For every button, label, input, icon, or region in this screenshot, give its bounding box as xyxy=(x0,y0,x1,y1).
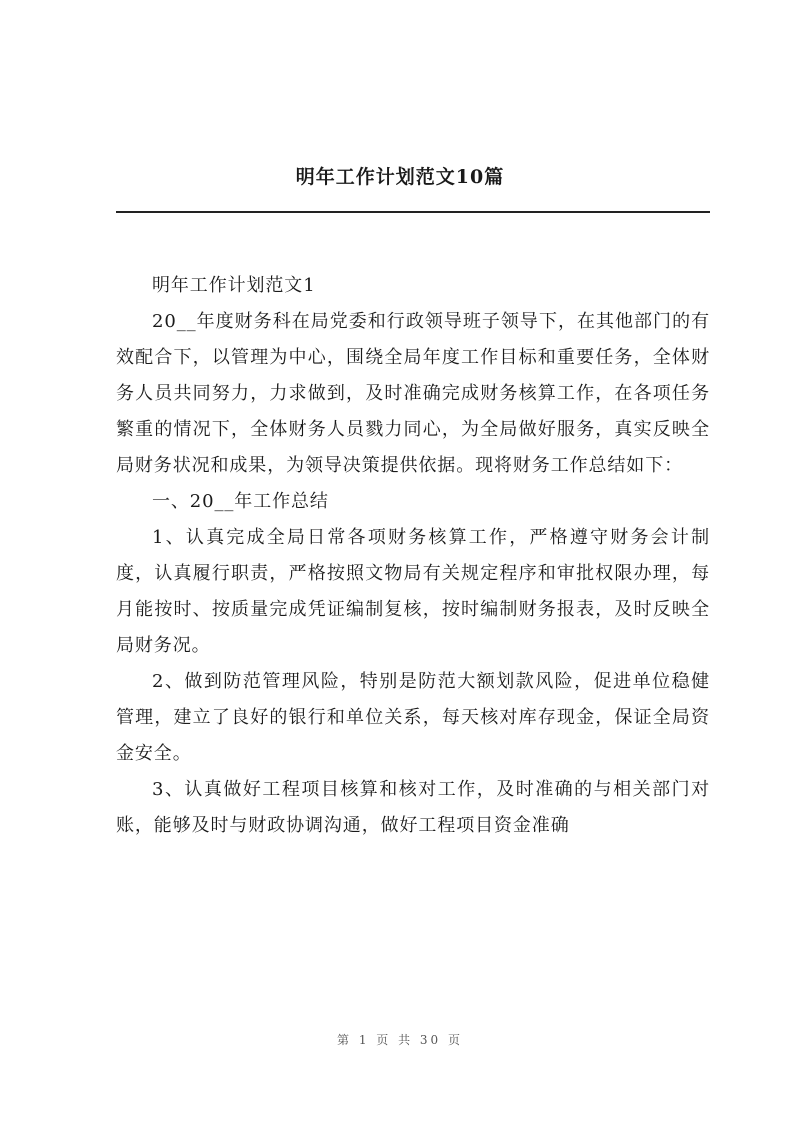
document-body xyxy=(116,268,710,844)
intro-paragraph: 20__年度财务科在局党委和行政领导班子领导下，在其他部门的有效配合下，以管理为中心，围绕全局年度工作目标和重要任务，全体财务人员共同努力，力求做到，及时准确完成财务核算工作，在各项任务繁重的情况下，全体财务人员戮力同心，为全局做好服务，真实反映全局财务状况和成果，为领导决策提供依据。现将财务工作总结如下： xyxy=(116,311,710,476)
body-paragraph: 3、认真做好工程项目核算和核对工作，及时准确的与相关部门对账，能够及时与财政协调沟通，做好工程项目资金准确 xyxy=(116,779,710,836)
summary-heading: 一、20__年工作总结 xyxy=(152,491,329,512)
page-footer: 第 1 页 共 30 页 xyxy=(337,1033,463,1047)
body-paragraph: 1、认真完成全局日常各项财务核算工作，严格遵守财务会计制度，认真履行职责，严格按照文物局有关规定程序和审批权限办理，每月能按时、按质量完成凭证编制复核，按时编制财务报表，及时反映全局财务况。 xyxy=(116,527,710,656)
body-paragraph: 2、做到防范管理风险，特别是防范大额划款风险，促进单位稳健管理，建立了良好的银行和单位关系，每天核对库存现金，保证全局资金安全。 xyxy=(116,671,710,764)
title-divider xyxy=(116,211,710,213)
page-title: 明年工作计划范文10篇 xyxy=(295,166,505,188)
section-heading: 明年工作计划范文1 xyxy=(152,275,316,296)
